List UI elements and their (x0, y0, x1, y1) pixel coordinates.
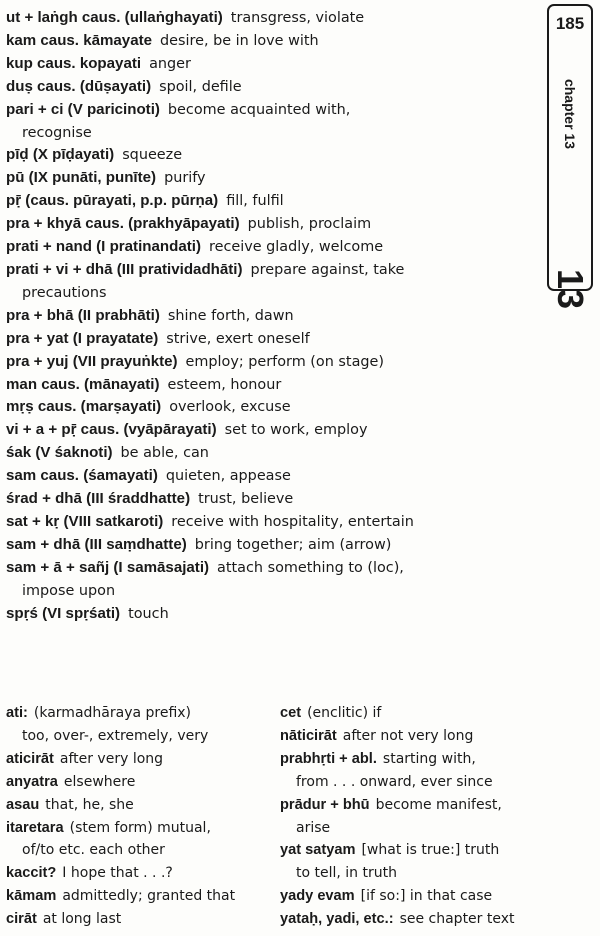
headword: ut + laṅgh caus. (ullaṅghayati) (6, 9, 223, 26)
headword: śak (V śaknoti) (6, 444, 113, 462)
headword: sam + dhā (III saṃdhatte) (6, 535, 187, 553)
gloss: elsewhere (63, 773, 136, 790)
meaning: quieten, appease (165, 468, 291, 485)
list-item (280, 702, 596, 725)
list-item (6, 488, 541, 511)
headword: kaccit? (6, 865, 57, 882)
headword: yady evam (280, 888, 355, 905)
gloss: at long last (42, 911, 122, 928)
headword: pra + yuj (VII prayuṅkte) (6, 352, 178, 370)
headword: pīḍ (X pīḍayati) (6, 146, 115, 164)
list-item (6, 99, 541, 145)
meaning: shine forth, dawn (167, 307, 294, 324)
list-item (280, 748, 596, 794)
list-item (6, 794, 268, 817)
meaning-continued: recognise (22, 124, 92, 141)
list-item (280, 885, 596, 908)
meaning: purify (164, 170, 206, 187)
headword: sam + ā + sañj (I samāsajati) (6, 558, 210, 576)
headword: sat + kṛ (VIII satkaroti) (6, 512, 164, 530)
list-item (6, 557, 541, 603)
gloss-continued: from . . . onward, ever since (296, 773, 493, 790)
meaning: receive with hospitality, entertain (171, 513, 414, 530)
headword: prabhṛti + abl. (280, 750, 377, 767)
list-item (6, 213, 541, 236)
list-item (6, 374, 541, 397)
headword: aticirāt (6, 750, 54, 767)
meaning: touch (128, 605, 169, 622)
headword: pra + khyā caus. (prakhyāpayati) (6, 215, 240, 233)
list-item (6, 771, 268, 794)
meaning: strive, exert oneself (166, 330, 310, 347)
meaning: attach something to (loc), (217, 559, 404, 576)
headword: śrad + dhā (III śraddhatte) (6, 490, 191, 508)
list-item (6, 885, 268, 908)
headword: kup caus. kopayati (6, 54, 142, 72)
gloss-continued: too, over-, extremely, very (22, 727, 209, 744)
meaning: prepare against, take (250, 261, 405, 278)
gloss: (karmadhāraya prefix) (33, 705, 192, 721)
meaning: become acquainted with, (167, 101, 351, 118)
list-item (6, 817, 268, 863)
list-item (6, 534, 541, 557)
meaning: desire, be in love with (160, 32, 319, 49)
list-item (6, 511, 541, 534)
headword: prati + nand (I pratinandati) (6, 238, 201, 256)
meaning: overlook, excuse (169, 399, 291, 416)
headword: yat satyam (280, 842, 356, 859)
headword: man caus. (mānayati) (6, 375, 160, 393)
list-item (280, 725, 596, 748)
gloss: [what is true:] truth (361, 842, 500, 859)
list-item (6, 53, 541, 76)
headword: nāticirāt (280, 727, 337, 744)
headword: pra + bhā (II prabhāti) (6, 306, 160, 324)
page-number: 185 (555, 14, 585, 33)
list-item (280, 794, 596, 840)
list-item (6, 328, 541, 351)
headword: mṛṣ caus. (marṣayati) (6, 398, 162, 416)
list-item (6, 748, 268, 771)
meaning: trust, believe (198, 491, 294, 508)
gloss: (enclitic) if (307, 705, 382, 721)
gloss: starting with, (382, 750, 476, 767)
headword: asau (6, 796, 40, 813)
headword: kāmam (6, 888, 57, 905)
list-item (6, 305, 541, 328)
gloss: after not very long (342, 727, 474, 744)
gloss: admittedly; granted that (62, 888, 236, 905)
meaning-continued: precautions (22, 284, 107, 301)
headword: prati + vi + dhā (III pratividadhāti) (6, 260, 243, 278)
list-item (6, 190, 541, 213)
list-item (6, 419, 541, 442)
list-item (6, 908, 268, 931)
gloss: that, he, she (45, 796, 134, 813)
headword: ati: (6, 705, 28, 721)
meaning: transgress, violate (230, 10, 365, 26)
meaning: anger (149, 55, 191, 72)
list-item (6, 603, 541, 626)
meaning-continued: impose upon (22, 582, 116, 599)
gloss: (stem form) mutual, (69, 819, 211, 836)
headword: pra + yat (I prayatate) (6, 329, 159, 347)
gloss: after very long (59, 750, 164, 767)
meaning: fill, fulfil (226, 193, 284, 210)
meaning: bring together; aim (arrow) (194, 536, 392, 553)
gloss: [if so:] in that case (360, 888, 493, 905)
list-item (6, 396, 541, 419)
meaning: squeeze (122, 147, 183, 164)
headword: sam caus. (śamayati) (6, 467, 158, 485)
gloss: become manifest, (375, 796, 502, 813)
gloss-continued: of/to etc. each other (22, 842, 165, 859)
headword: duṣ caus. (dūṣayati) (6, 77, 152, 95)
meaning: be able, can (120, 445, 209, 462)
list-item (6, 144, 541, 167)
list-item (280, 839, 596, 885)
headword: pū (IX punāti, punīte) (6, 169, 157, 187)
headword: cirāt (6, 911, 37, 928)
headword: kam caus. kāmayate (6, 31, 153, 49)
chapter-tab (547, 4, 593, 310)
list-item (6, 167, 541, 190)
list-item (6, 236, 541, 259)
list-item (6, 465, 541, 488)
gloss: see chapter text (399, 911, 515, 928)
gloss-continued: arise (296, 819, 331, 836)
list-item (6, 351, 541, 374)
headword: prādur + bhū (280, 796, 370, 813)
list-item (6, 862, 268, 885)
gloss-continued: to tell, in truth (296, 865, 397, 882)
headword: spṛś (VI spṛśati) (6, 604, 121, 622)
list-item (280, 908, 596, 931)
headword: pari + ci (V paricinoti) (6, 100, 160, 118)
headword: itaretara (6, 819, 64, 836)
vocabulary-left-column (6, 702, 268, 931)
headword: vi + a + pṝ caus. (vyāpārayati) (6, 421, 217, 439)
gloss: I hope that . . .? (62, 865, 173, 882)
vocabulary-right-column (280, 702, 596, 931)
chapter-number: 13 (550, 268, 591, 310)
meaning: publish, proclaim (247, 216, 372, 233)
headword: cet (280, 705, 302, 721)
meaning: esteem, honour (167, 376, 282, 393)
meaning: receive gladly, welcome (208, 239, 384, 256)
list-item (6, 442, 541, 465)
meaning: employ; perform (on stage) (185, 353, 384, 370)
headword: pṝ (caus. pūrayati, p.p. pūrṇa) (6, 192, 219, 210)
list-item (6, 7, 541, 30)
meaning: spoil, defile (159, 78, 242, 95)
list-item (6, 259, 541, 305)
verb-list (6, 7, 541, 625)
list-item (6, 76, 541, 99)
headword: anyatra (6, 773, 58, 790)
list-item (6, 30, 541, 53)
list-item (6, 702, 268, 748)
meaning: set to work, employ (224, 422, 368, 439)
headword: yataḥ, yadi, etc.: (280, 911, 394, 928)
chapter-label: chapter 13 (562, 78, 578, 150)
